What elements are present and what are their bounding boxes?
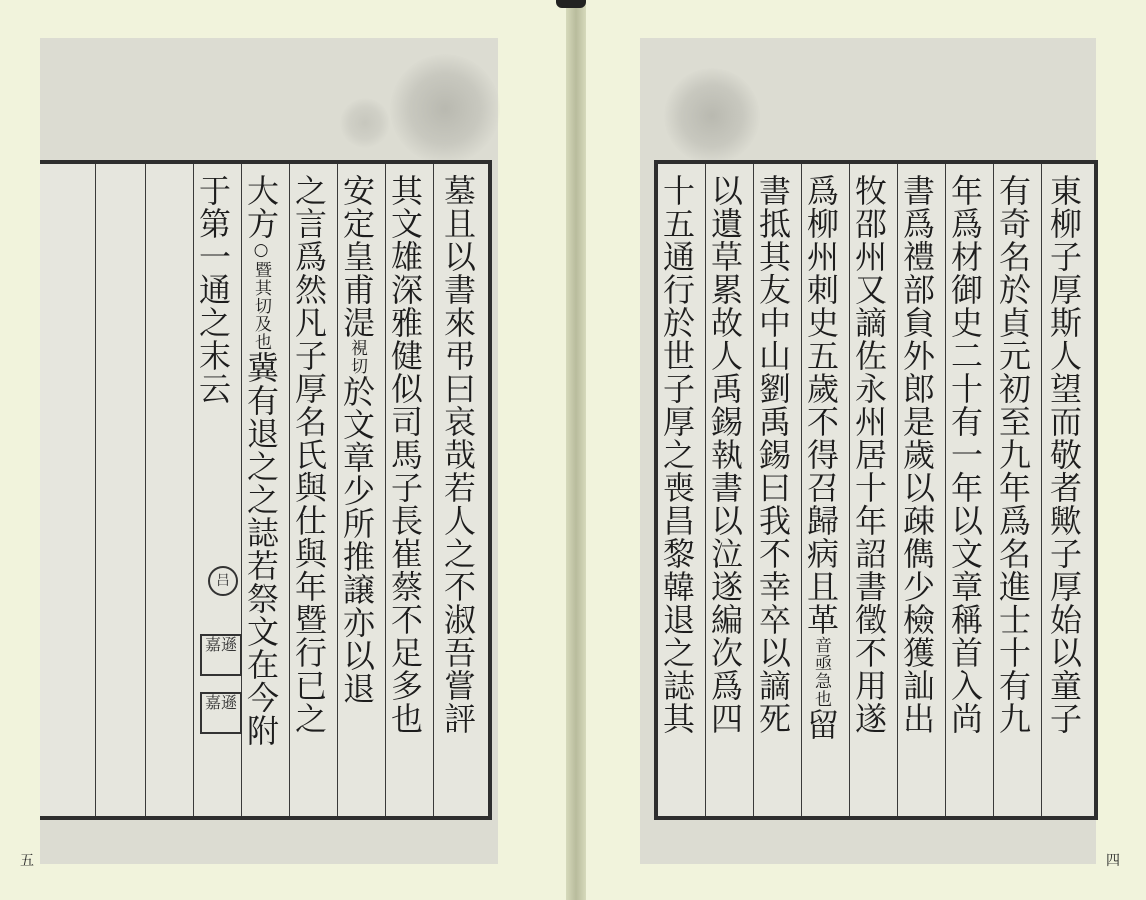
- column-text-head: 爲柳州刺史五歲不得召歸病且革: [802, 174, 840, 636]
- text-column: [386, 164, 434, 816]
- text-column: [658, 164, 706, 816]
- text-column: [706, 164, 754, 816]
- column-text: [239, 174, 283, 747]
- column-text: 于第一通之末云: [194, 174, 232, 405]
- column-text: [335, 174, 379, 705]
- annotation-note: 切: [347, 357, 367, 375]
- stain-mark: [390, 54, 500, 164]
- text-column: [850, 164, 898, 816]
- column-text-tail: 留: [802, 708, 840, 741]
- column-text: 墓且以書來弔曰哀哉若人之不淑吾嘗評: [439, 174, 477, 735]
- column-text: 十五通行於世子厚之喪昌黎韓退之誌其: [658, 174, 696, 735]
- round-seal: 吕: [208, 566, 238, 596]
- stain-mark: [340, 98, 390, 148]
- column-text: 書爲禮部貟外郎是歲以疎儁少檢獲訕出: [898, 174, 936, 735]
- page-number: 四: [1106, 853, 1120, 869]
- left-text-frame: [40, 160, 492, 820]
- binding-mark: [556, 0, 586, 8]
- book-gutter: [566, 0, 586, 900]
- column-text: 有奇名於貞元初至九年爲名進士十有九: [994, 174, 1032, 735]
- column-text: 年爲材御史二十有一年以文章稱首入尚: [946, 174, 984, 735]
- stain-mark: [664, 68, 760, 164]
- square-seal: 嘉遜: [200, 634, 242, 676]
- text-column: [946, 164, 994, 816]
- text-column: [338, 164, 386, 816]
- column-text: 以遺草累故人禹錫執書以泣遂編次爲四: [706, 174, 744, 735]
- blank-column: [40, 164, 96, 816]
- blank-column: [96, 164, 146, 816]
- text-column: [994, 164, 1042, 816]
- annotation-note: 切及也: [251, 297, 271, 351]
- column-text: 其文雄深雅健似司馬子長崔蔡不足多也: [386, 174, 424, 735]
- text-column: [242, 164, 290, 816]
- text-column: [434, 164, 488, 816]
- column-text-head: 大方: [242, 174, 280, 240]
- column-text: 書抵其友中山劉禹錫曰我不幸卒以謫死: [754, 174, 792, 735]
- annotation-note: 視: [347, 339, 367, 357]
- annotation-char: 冀: [242, 351, 280, 384]
- annotation-note: 急也: [811, 672, 831, 708]
- annotation-note: 音亟: [811, 636, 831, 672]
- page-number: 五: [20, 853, 34, 869]
- column-text-tail: 於文章少所推譲亦以退: [338, 375, 376, 705]
- column-text-head: 安定皇甫湜: [338, 174, 376, 339]
- right-text-frame: [654, 160, 1098, 820]
- column-text: [799, 174, 843, 741]
- column-text: 東柳子厚斯人望而敬者歟子厚始以童子: [1045, 174, 1083, 735]
- text-column: [802, 164, 850, 816]
- text-column: [290, 164, 338, 816]
- square-seal: 嘉遜: [200, 692, 242, 734]
- text-column: [754, 164, 802, 816]
- blank-column: [146, 164, 194, 816]
- text-column: [898, 164, 946, 816]
- column-text: 牧邵州又謫佐永州居十年詔書徵不用遂: [850, 174, 888, 735]
- column-text: 之言爲然凡子厚名氏與仕與年暨行已之: [290, 174, 328, 735]
- text-column: [1042, 164, 1094, 816]
- annotation-note: ○暨其: [251, 240, 271, 297]
- column-text-tail: 有退之之誌若祭文在今附: [242, 384, 280, 747]
